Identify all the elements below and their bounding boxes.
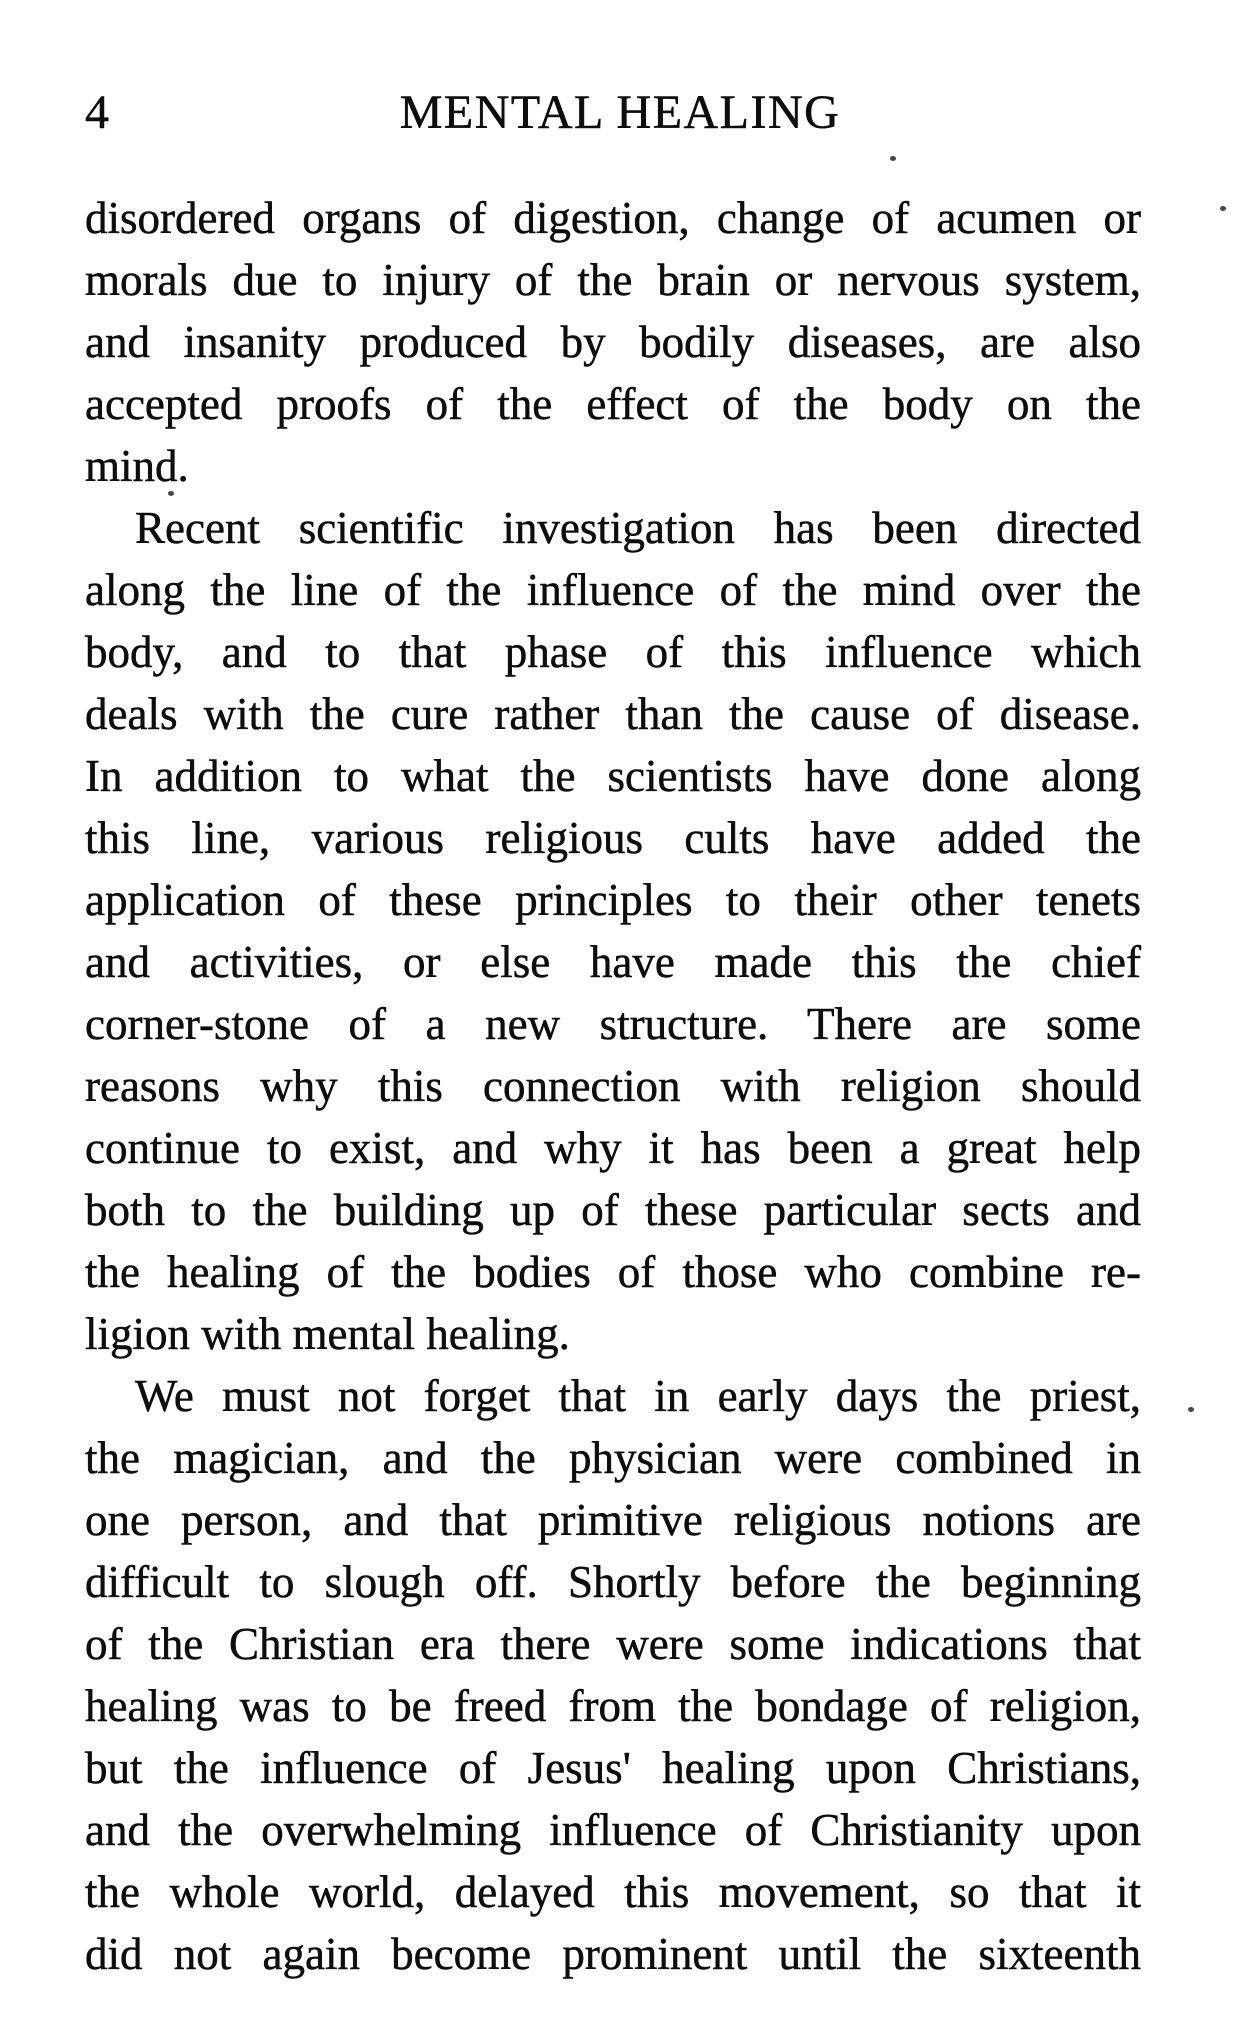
text-line: application of these principles to their other tenets	[85, 875, 1141, 925]
text-line: mind.	[85, 441, 189, 491]
text-line: accepted proofs of the effect of the body on the	[85, 379, 1141, 429]
text-line: the healing of the bodies of those who combine re-	[85, 1247, 1141, 1297]
text-line: the magician, and the physician were combined in	[85, 1433, 1141, 1483]
text-line: both to the building up of these particular sects and	[85, 1185, 1141, 1235]
text-line: and the overwhelming influence of Christianity upon	[85, 1805, 1141, 1855]
text-line: did not again become prominent until the sixteenth	[85, 1929, 1141, 1979]
text-line: In addition to what the scientists have done along	[85, 751, 1141, 801]
text-line: one person, and that primitive religious notions are	[85, 1495, 1141, 1545]
text-line: We must not forget that in early days the priest,	[135, 1371, 1141, 1421]
body-text	[85, 187, 1141, 1985]
scan-speck	[890, 156, 896, 161]
text-line: but the influence of Jesus' healing upon Christians,	[85, 1743, 1141, 1793]
text-line: Recent scientific investigation has been directed	[135, 503, 1141, 553]
text-line: along the line of the influence of the mind over the	[85, 565, 1141, 615]
text-line: continue to exist, and why it has been a great help	[85, 1123, 1141, 1173]
scan-speck	[1188, 1407, 1194, 1412]
text-line: body, and to that phase of this influence which	[85, 627, 1141, 677]
running-header: MENTAL HEALING	[399, 86, 841, 139]
text-line: ligion with mental healing.	[85, 1309, 570, 1359]
text-line: the whole world, delayed this movement, so that it	[85, 1867, 1141, 1917]
text-line: this line, various religious cults have added the	[85, 813, 1141, 863]
text-line: corner-stone of a new structure. There are some	[85, 999, 1141, 1049]
text-line: morals due to injury of the brain or nervous system,	[85, 255, 1141, 305]
text-line: disordered organs of digestion, change of acumen or	[85, 193, 1141, 243]
text-line: difficult to slough off. Shortly before the beginning	[85, 1557, 1141, 1607]
text-line: and activities, or else have made this the chief	[85, 937, 1141, 987]
text-line: healing was to be freed from the bondage of religion,	[85, 1681, 1141, 1731]
text-line: of the Christian era there were some indications that	[85, 1619, 1141, 1669]
scan-speck	[1220, 206, 1226, 211]
text-line: and insanity produced by bodily diseases, are also	[85, 317, 1141, 367]
text-line: deals with the cure rather than the cause of disease.	[85, 689, 1141, 739]
scan-speck	[168, 491, 174, 496]
text-line: reasons why this connection with religion should	[85, 1061, 1141, 1111]
page-number: 4	[85, 86, 109, 139]
